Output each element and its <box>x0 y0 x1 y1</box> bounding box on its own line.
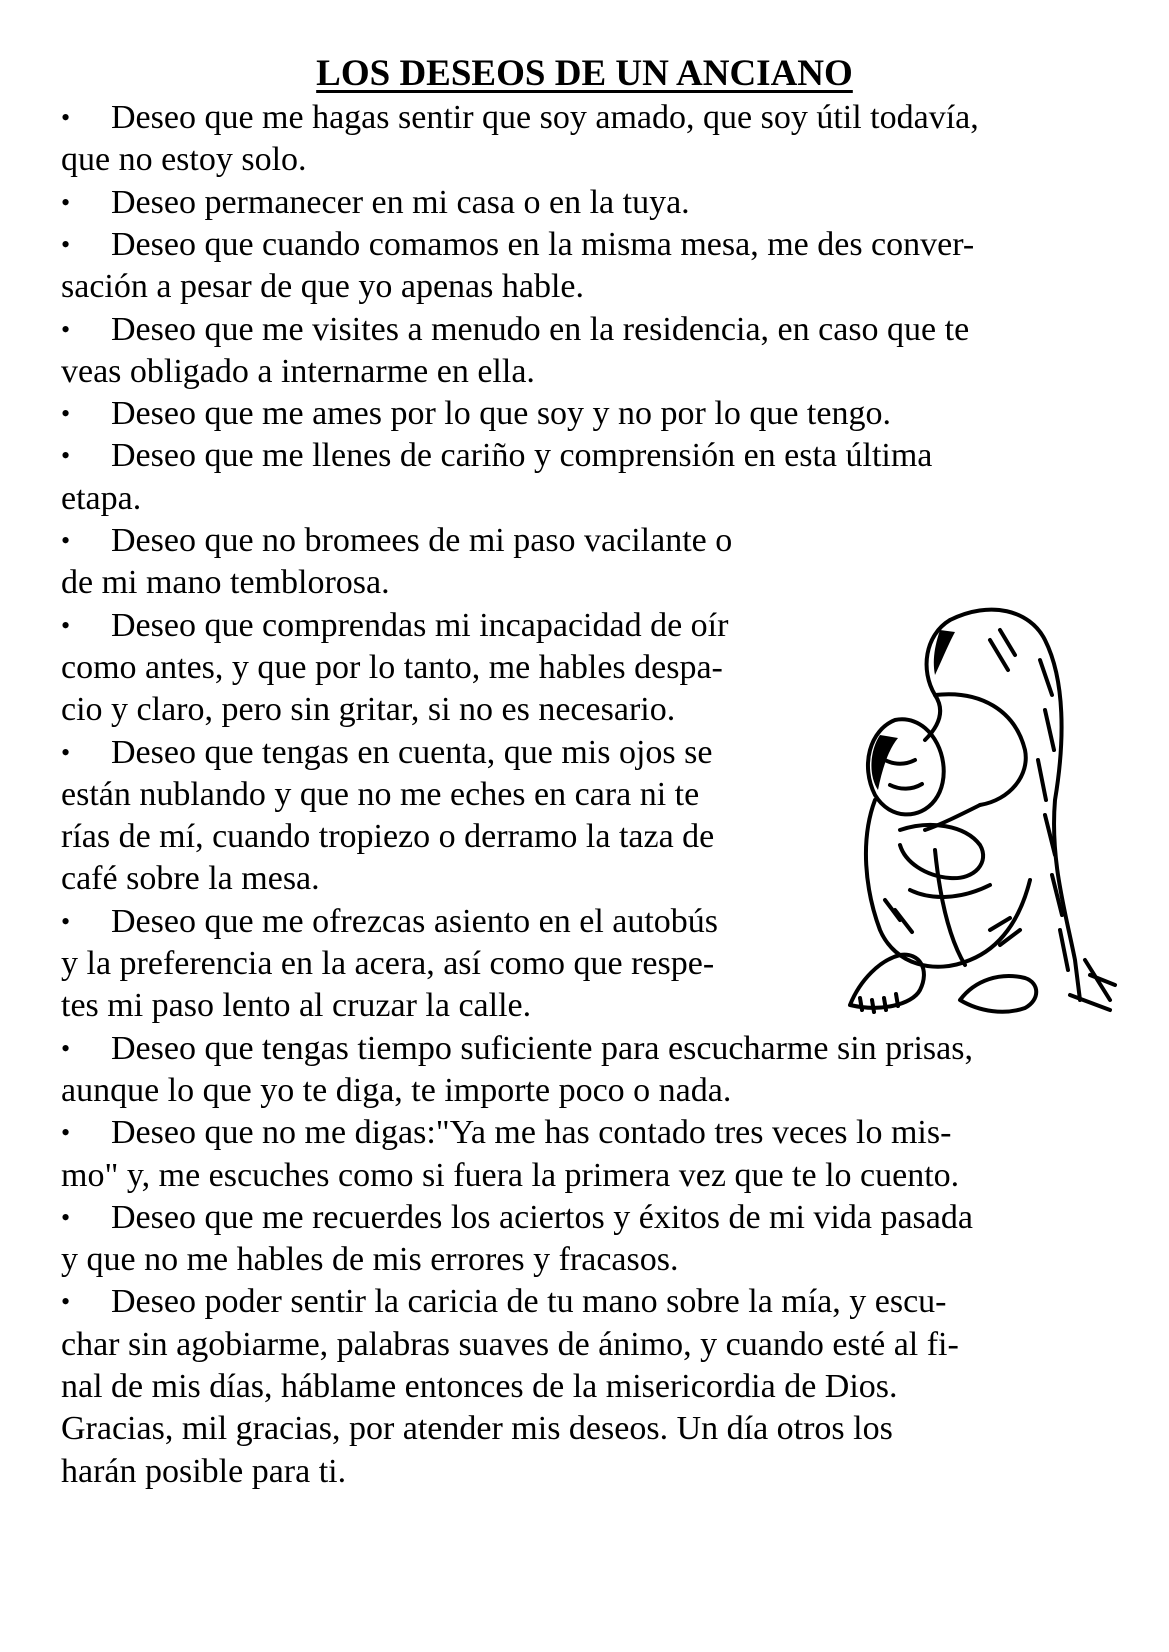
list-item-text: Deseo que me ames por lo que soy y no por lo que tengo. <box>111 395 891 433</box>
list-item-text: Deseo que me llenes de cariño y comprensión en esta última <box>111 437 933 475</box>
list-item-text: veas obligado a internarme en ella. <box>61 352 535 390</box>
list-item-text: Gracias, mil gracias, por atender mis deseos. Un día otros los <box>61 1410 893 1448</box>
document-title: LOS DESEOS DE UN ANCIANO <box>316 53 853 94</box>
list-item-text: que no estoy solo. <box>61 141 307 179</box>
list-item-text: char sin agobiarme, palabras suaves de ánimo, y cuando esté al fi- <box>61 1325 959 1363</box>
bullet-icon: • <box>61 737 71 767</box>
list-item-text: de mi mano temblorosa. <box>61 564 390 602</box>
list-item-text: tes mi paso lento al cruzar la calle. <box>61 987 532 1025</box>
list-item-text: están nublando y que no me eches en cara ni te <box>61 775 700 813</box>
list-item-text: y que no me hables de mis errores y fracasos. <box>61 1241 679 1279</box>
list-item-text: Deseo que comprendas mi incapacidad de oír <box>111 606 729 644</box>
bullet-icon: • <box>61 441 71 471</box>
bullet-icon: • <box>61 103 71 132</box>
list-item-text: Deseo permanecer en mi casa o en la tuya. <box>111 183 690 221</box>
list-item-text: Deseo que me visites a menudo en la residencia, en caso que te <box>111 310 970 348</box>
list-item-text: Deseo que tengas tiempo suficiente para escucharme sin prisas, <box>111 1029 973 1067</box>
list-item-text: rías de mí, cuando tropiezo o derramo la taza de <box>61 818 715 856</box>
list-item-text: Deseo que no me digas:"Ya me has contado tres veces lo mis- <box>111 1114 952 1152</box>
list-item-text: sación a pesar de que yo apenas hable. <box>61 268 584 306</box>
bullet-icon: • <box>61 526 71 555</box>
bullet-icon: • <box>61 1033 71 1063</box>
list-item-text: Deseo que me recuerdes los aciertos y éxitos de mi vida pasada <box>111 1198 973 1236</box>
embracing-figures-icon <box>840 600 1120 1020</box>
bullet-icon: • <box>61 187 71 217</box>
bullet-icon: • <box>61 1118 71 1148</box>
list-item-text: nal de mis días, háblame entonces de la misericordia de Dios. <box>61 1368 898 1405</box>
bullet-icon: • <box>61 906 71 936</box>
list-item-text: cio y claro, pero sin gritar, si no es necesario. <box>61 691 676 729</box>
list-item-text: y la preferencia en la acera, así como que respe- <box>61 945 715 982</box>
list-item-text: mo" y, me escuches como si fuera la primera vez que te lo cuento. <box>61 1156 960 1194</box>
bullet-icon: • <box>61 1287 71 1317</box>
list-item-text: aunque lo que yo te diga, te importe poco o nada. <box>61 1071 732 1109</box>
list-item-text: Deseo que no bromees de mi paso vacilante o <box>111 522 733 559</box>
bullet-icon: • <box>61 610 71 640</box>
bullet-icon: • <box>61 399 71 429</box>
bullet-icon: • <box>61 1202 71 1232</box>
list-item-text: Deseo que tengas en cuenta, que mis ojos se <box>111 733 713 771</box>
list-item-text: como antes, y que por lo tanto, me hables despa- <box>61 648 723 686</box>
list-item-text: Deseo que me ofrezcas asiento en el autobús <box>111 902 719 940</box>
list-item-text: Deseo que cuando comamos en la misma mesa, me des conver- <box>111 225 975 263</box>
list-item-text: Deseo poder sentir la caricia de tu mano sobre la mía, y escu- <box>111 1283 947 1321</box>
bullet-icon: • <box>61 314 71 344</box>
list-item-text: Deseo que me hagas sentir que soy amado, que soy útil todavía, <box>111 99 979 136</box>
list-item-text: café sobre la mesa. <box>61 860 320 898</box>
bullet-icon: • <box>61 229 71 259</box>
list-item-text: etapa. <box>61 479 142 517</box>
list-item-text: harán posible para ti. <box>61 1452 347 1490</box>
